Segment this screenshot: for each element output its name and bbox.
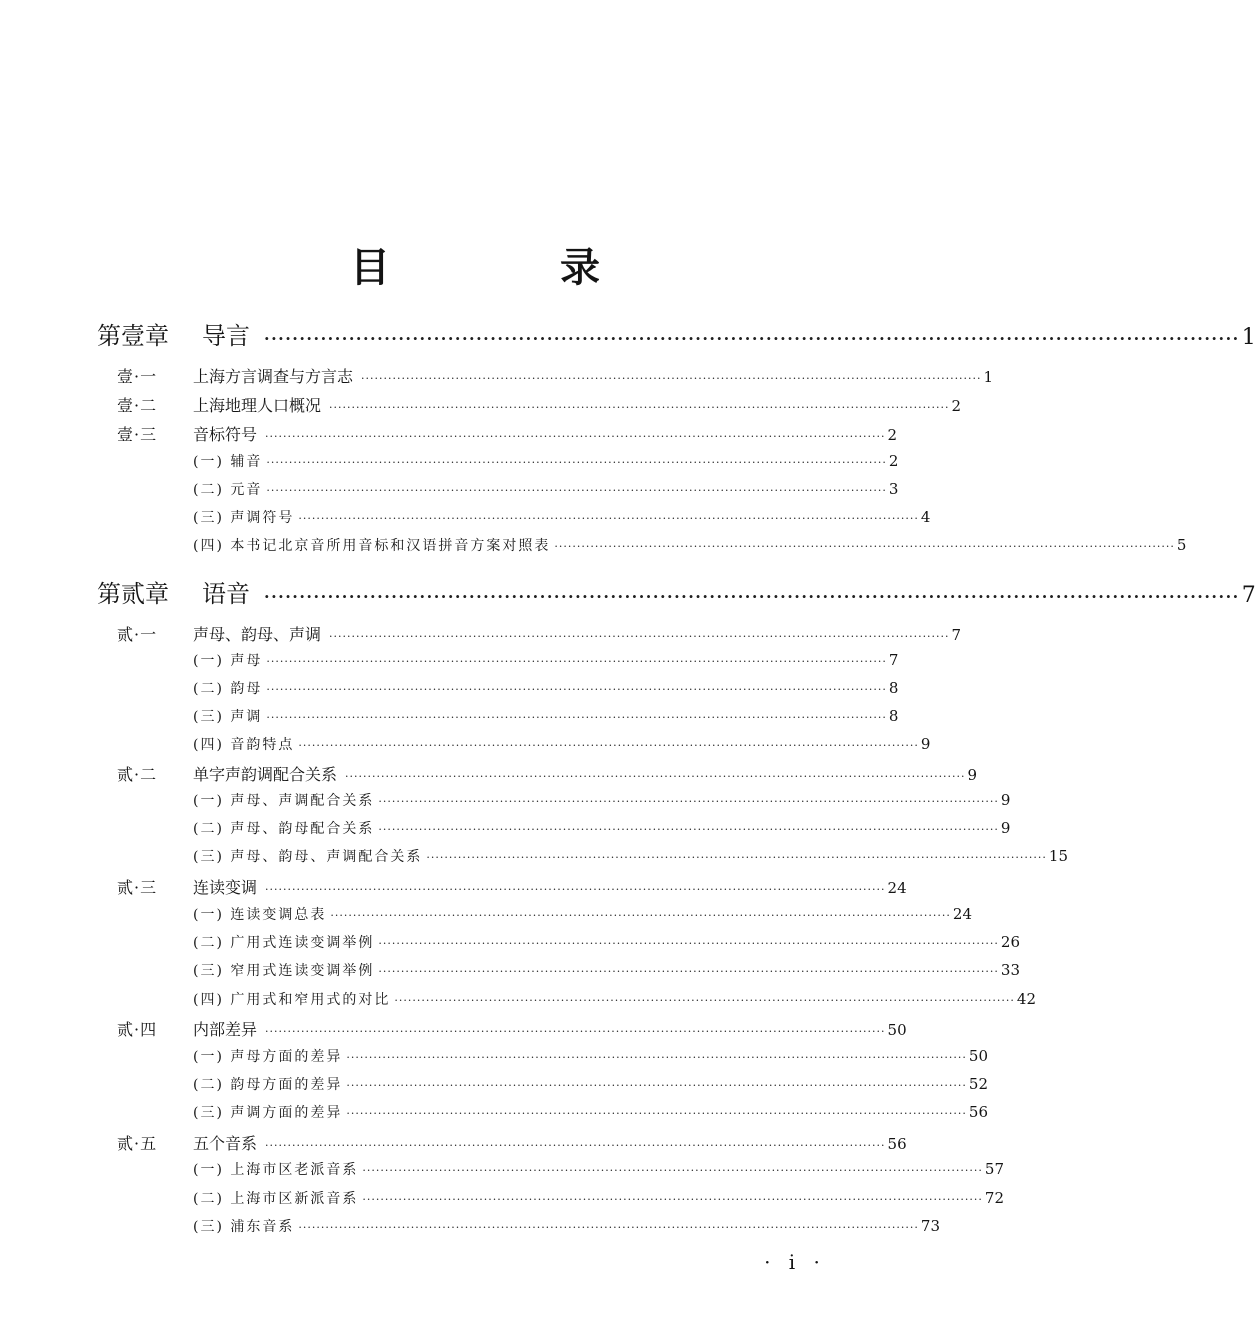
dot-leader: ·········································································································································· bbox=[266, 655, 887, 668]
subsection-title: (四) 本书记北京音所用音标和汉语拼音方案对照表 bbox=[193, 538, 551, 554]
toc-sub-2-2-3[interactable] bbox=[0, 846, 1068, 866]
dot-leader: ·········································································································································· bbox=[298, 512, 919, 525]
subsection-title: (三) 声母、韵母、声调配合关系 bbox=[193, 849, 423, 865]
subsection-title: (一) 声母、声调配合关系 bbox=[193, 793, 375, 809]
dot-leader: ·········································································································································· bbox=[265, 883, 886, 896]
dot-leader: ·········································································································································· bbox=[346, 1107, 967, 1120]
section-number: 贰·一 bbox=[117, 625, 158, 644]
toc-chapter-2[interactable] bbox=[0, 574, 1256, 608]
toc-sub-2-4-1[interactable] bbox=[0, 1046, 988, 1066]
page-number: 3 bbox=[888, 480, 899, 498]
toc-sub-2-5-1[interactable] bbox=[0, 1159, 1004, 1179]
page-number: 50 bbox=[887, 1021, 907, 1039]
dot-leader: ·········································································································································· bbox=[346, 1079, 967, 1092]
page-number: 5 bbox=[1176, 536, 1187, 554]
page-number: 9 bbox=[967, 766, 978, 784]
page-number: 15 bbox=[1048, 847, 1068, 865]
toc-sub-1-3-3[interactable] bbox=[0, 507, 950, 527]
section-number: 壹·二 bbox=[117, 396, 158, 415]
page-title: 目 录 bbox=[350, 245, 678, 291]
dot-leader: ·········································································································································· bbox=[362, 1164, 983, 1177]
page-number: 50 bbox=[968, 1047, 988, 1065]
dot-leader: ·········································································································································· bbox=[378, 795, 999, 808]
page-number: 2 bbox=[887, 426, 898, 444]
subsection-title: (二) 元音 bbox=[193, 482, 263, 498]
toc-sub-2-1-1[interactable] bbox=[0, 650, 950, 670]
toc-sub-2-3-3[interactable] bbox=[0, 960, 1020, 980]
dot-leader: ·········································································································································· bbox=[346, 1051, 967, 1064]
page-number: 1 bbox=[1241, 325, 1256, 350]
dot-leader: ·········································································································································· bbox=[329, 401, 950, 414]
dot-leader: ·········································································································································· bbox=[329, 630, 950, 643]
page-number: 56 bbox=[887, 1135, 907, 1153]
dot-leader: ·········································································································································· bbox=[378, 823, 999, 836]
toc-sub-2-2-2[interactable] bbox=[0, 818, 1011, 838]
page-number: 8 bbox=[888, 679, 899, 697]
subsection-title: (四) 广用式和窄用式的对比 bbox=[193, 992, 391, 1008]
subsection-title: (一) 声母方面的差异 bbox=[193, 1049, 343, 1065]
page-number: 9 bbox=[920, 735, 931, 753]
page-number: 9 bbox=[1000, 819, 1011, 837]
section-title: 上海方言调查与方言志 bbox=[193, 367, 354, 386]
section-number: 贰·二 bbox=[117, 765, 158, 784]
page-number: 1 bbox=[983, 368, 994, 386]
dot-leader: ·········································································································································· bbox=[361, 372, 982, 385]
page-number: 24 bbox=[887, 879, 907, 897]
subsection-title: (二) 韵母方面的差异 bbox=[193, 1077, 343, 1093]
subsection-title: (一) 上海市区老派音系 bbox=[193, 1162, 359, 1178]
dot-leader: ·········································································································································· bbox=[298, 1221, 919, 1234]
page-number: 26 bbox=[1000, 933, 1020, 951]
subsection-title: (一) 声母 bbox=[193, 653, 263, 669]
section-title: 上海地理人口概况 bbox=[193, 396, 322, 415]
subsection-title: (三) 窄用式连读变调举例 bbox=[193, 963, 375, 979]
toc-section-1-3[interactable] bbox=[0, 422, 950, 444]
subsection-title: (二) 广用式连读变调举例 bbox=[193, 935, 375, 951]
dot-leader: ·········································································································································· bbox=[266, 711, 887, 724]
section-title: 单字声韵调配合关系 bbox=[193, 765, 338, 784]
toc-section-2-4[interactable] bbox=[0, 1017, 950, 1039]
section-title: 连读变调 bbox=[193, 878, 258, 897]
subsection-title: (二) 韵母 bbox=[193, 681, 263, 697]
subsection-title: (三) 声调方面的差异 bbox=[193, 1105, 343, 1121]
section-number: 贰·四 bbox=[117, 1020, 158, 1039]
toc-sub-1-3-1[interactable] bbox=[0, 451, 950, 471]
page-number: 2 bbox=[888, 452, 899, 470]
subsection-title: (三) 声调符号 bbox=[193, 510, 295, 526]
dot-leader: ·········································································································································· bbox=[362, 1193, 983, 1206]
page-number: 2 bbox=[951, 397, 962, 415]
subsection-title: (一) 连读变调总表 bbox=[193, 907, 327, 923]
page-number: 52 bbox=[968, 1075, 988, 1093]
dot-leader: ·········································································································································· bbox=[265, 430, 886, 443]
dot-leader: ·········································································································································· bbox=[264, 587, 1240, 606]
toc-sub-2-5-3[interactable] bbox=[0, 1216, 950, 1236]
page-number: 9 bbox=[1000, 791, 1011, 809]
section-title: 声母、韵母、声调 bbox=[193, 625, 322, 644]
page-number: 57 bbox=[984, 1160, 1004, 1178]
page-number: 56 bbox=[968, 1103, 988, 1121]
toc-sub-2-2-1[interactable] bbox=[0, 790, 1011, 810]
page-number: 7 bbox=[1241, 583, 1256, 608]
toc-sub-2-1-2[interactable] bbox=[0, 678, 950, 698]
dot-leader: ·········································································································································· bbox=[298, 739, 919, 752]
section-number: 贰·三 bbox=[117, 878, 158, 897]
page-number: 42 bbox=[1016, 990, 1036, 1008]
toc-section-1-1[interactable] bbox=[0, 364, 994, 386]
dot-leader: ·········································································································································· bbox=[265, 1025, 886, 1038]
dot-leader: ·········································································································································· bbox=[378, 937, 999, 950]
subsection-title: (二) 上海市区新派音系 bbox=[193, 1191, 359, 1207]
dot-leader: ·········································································································································· bbox=[554, 540, 1175, 553]
page-number: 7 bbox=[888, 651, 899, 669]
section-title: 五个音系 bbox=[193, 1134, 258, 1153]
section-title: 音标符号 bbox=[193, 425, 258, 444]
page-number: 24 bbox=[952, 905, 972, 923]
dot-leader: ·········································································································································· bbox=[394, 994, 1015, 1007]
page-number: 72 bbox=[984, 1189, 1004, 1207]
chapter-title: 语音 bbox=[202, 580, 250, 608]
section-title: 内部差异 bbox=[193, 1020, 258, 1039]
toc-section-2-5[interactable] bbox=[0, 1131, 950, 1153]
toc-sub-1-3-2[interactable] bbox=[0, 479, 950, 499]
toc-section-2-3[interactable] bbox=[0, 875, 950, 897]
chapter-number: 第壹章 bbox=[97, 322, 169, 350]
page-number: 4 bbox=[920, 508, 931, 526]
dot-leader: ·········································································································································· bbox=[266, 683, 887, 696]
subsection-title: (一) 辅音 bbox=[193, 454, 263, 470]
dot-leader: ·········································································································································· bbox=[265, 1139, 886, 1152]
toc-sub-2-3-2[interactable] bbox=[0, 932, 1020, 952]
dot-leader: ·········································································································································· bbox=[266, 456, 887, 469]
subsection-title: (四) 音韵特点 bbox=[193, 737, 295, 753]
subsection-title: (二) 声母、韵母配合关系 bbox=[193, 821, 375, 837]
toc-sub-2-3-4[interactable] bbox=[0, 989, 1036, 1009]
dot-leader: ·········································································································································· bbox=[426, 851, 1047, 864]
toc-section-2-1[interactable] bbox=[0, 622, 962, 644]
toc-sub-2-1-4[interactable] bbox=[0, 734, 950, 754]
dot-leader: ·········································································································································· bbox=[264, 329, 1240, 348]
section-number: 壹·一 bbox=[117, 367, 158, 386]
section-number: 贰·五 bbox=[117, 1134, 158, 1153]
page-number: 8 bbox=[888, 707, 899, 725]
section-number: 壹·三 bbox=[117, 425, 158, 444]
page-number: 73 bbox=[920, 1217, 940, 1235]
dot-leader: ·········································································································································· bbox=[330, 909, 951, 922]
toc-sub-2-3-1[interactable] bbox=[0, 904, 972, 924]
page-number: 33 bbox=[1000, 961, 1020, 979]
toc-section-1-2[interactable] bbox=[0, 393, 962, 415]
toc-sub-1-3-4[interactable] bbox=[0, 535, 1187, 555]
toc-sub-2-1-3[interactable] bbox=[0, 706, 950, 726]
dot-leader: ·········································································································································· bbox=[378, 965, 999, 978]
chapter-number: 第贰章 bbox=[97, 580, 169, 608]
chapter-title: 导言 bbox=[202, 322, 250, 350]
toc-sub-2-4-3[interactable] bbox=[0, 1102, 988, 1122]
subsection-title: (三) 浦东音系 bbox=[193, 1219, 295, 1235]
dot-leader: ·········································································································································· bbox=[345, 770, 966, 783]
toc-section-2-2[interactable] bbox=[0, 762, 978, 784]
toc-sub-2-4-2[interactable] bbox=[0, 1074, 988, 1094]
dot-leader: ·········································································································································· bbox=[266, 484, 887, 497]
toc-sub-2-5-2[interactable] bbox=[0, 1188, 1004, 1208]
subsection-title: (三) 声调 bbox=[193, 709, 263, 725]
page-number: 7 bbox=[951, 626, 962, 644]
page-folio: · i · bbox=[764, 1250, 826, 1274]
toc-chapter-1[interactable] bbox=[0, 316, 1256, 350]
